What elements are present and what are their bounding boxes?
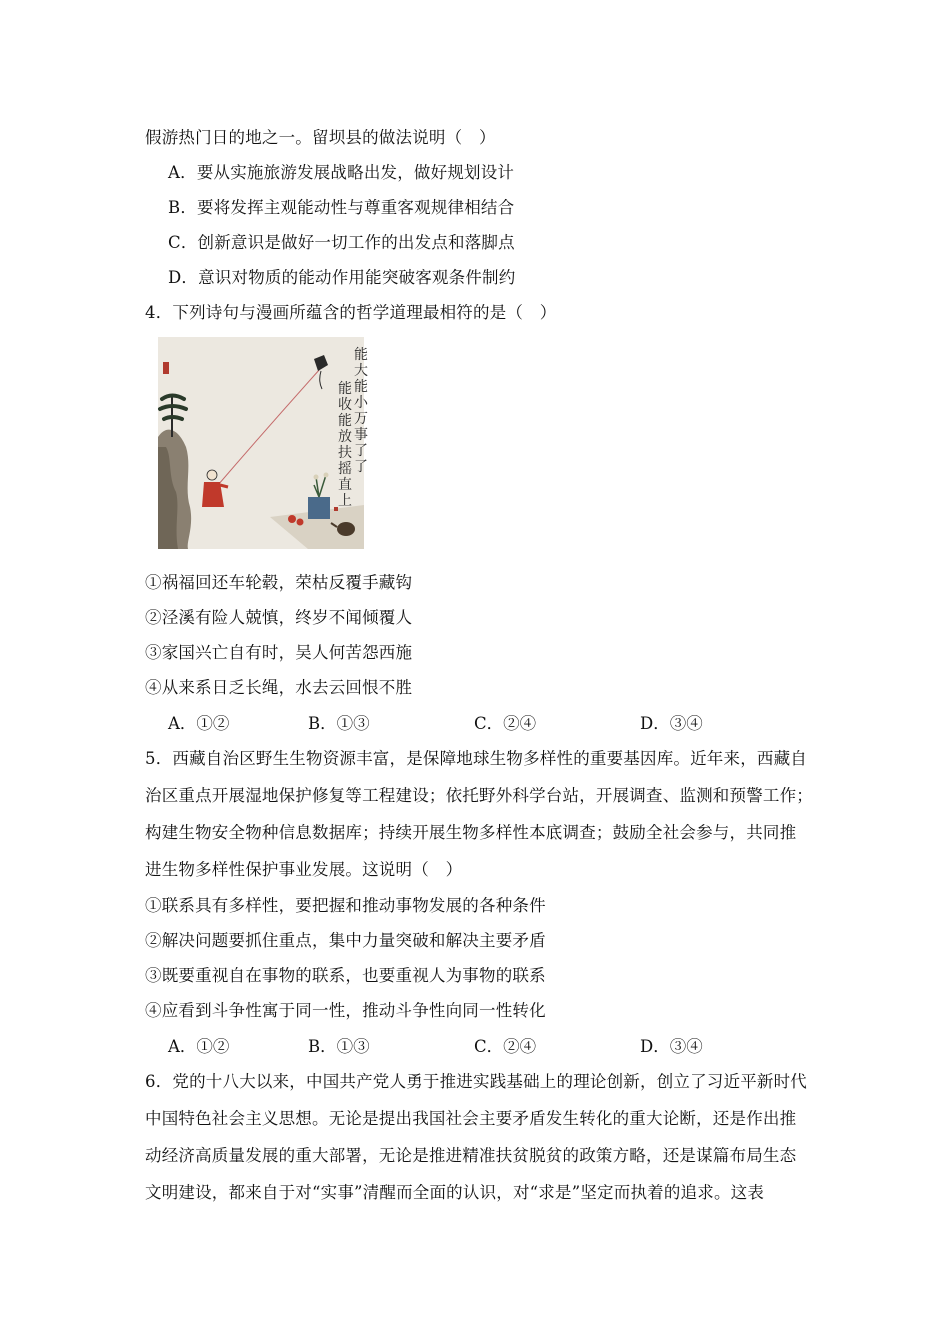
q5-options-row — [168, 1036, 768, 1058]
q3-option-b: B．要将发挥主观能动性与尊重客观规律相结合 — [168, 198, 515, 217]
inscription-column-2: 能收能放扶摇直上 — [338, 381, 352, 509]
q6-stem-line-3: 动经济高质量发展的重大部署，无论是推进精准扶贫脱贫的政策方略，还是谋篇布局生态 — [145, 1146, 797, 1165]
q3-option-a: A．要从实施旅游发展战略出发，做好规划设计 — [168, 163, 515, 182]
q5-option-d: D．③④ — [640, 1037, 703, 1056]
q4-statement-3: ③家国兴亡自有时，吴人何苦怨西施 — [145, 643, 413, 662]
q5-stem-line-1: 5．西藏自治区野生生物资源丰富，是保障地球生物多样性的重要基因库。近年来，西藏自 — [145, 749, 807, 768]
inscription-column-1: 能大能小万事了了 — [354, 347, 368, 475]
q5-statement-3: ③既要重视自在事物的联系，也要重视人为事物的联系 — [145, 966, 546, 985]
q4-option-a: A．①② — [168, 714, 230, 733]
q5-stem-line-4: 进生物多样性保护事业发展。这说明（ ） — [145, 860, 463, 879]
q5-statement-2: ②解决问题要抓住重点，集中力量突破和解决主要矛盾 — [145, 931, 546, 950]
q6-stem-line-2: 中国特色社会主义思想。无论是提出我国社会主要矛盾发生转化的重大论断，还是作出推 — [145, 1109, 797, 1128]
q4-option-b: B．①③ — [308, 714, 370, 733]
q6-stem-line-4: 文明建设，都来自于对“实事”清醒而全面的认识，对“求是”坚定而执着的追求。这表 — [145, 1183, 765, 1202]
kite-cartoon-figure — [158, 337, 368, 549]
q4-option-c: C．②④ — [474, 714, 537, 733]
q3-option-d: D．意识对物质的能动作用能突破客观条件制约 — [168, 268, 516, 287]
q4-statement-2: ②泾溪有险人兢慎，终岁不闻倾覆人 — [145, 608, 413, 627]
q5-option-c: C．②④ — [474, 1037, 537, 1056]
question-3-stem-end: 假游热门日的地之一。留坝县的做法说明（ ） — [145, 128, 496, 147]
kite-cartoon-drawing — [158, 337, 368, 549]
q4-options-row — [168, 713, 768, 735]
q5-option-a: A．①② — [168, 1037, 230, 1056]
q5-statement-1: ①联系具有多样性，要把握和推动事物发展的各种条件 — [145, 896, 546, 915]
q4-statement-4: ④从来系日乏长绳，水去云回恨不胜 — [145, 678, 413, 697]
question-4-stem: 4．下列诗句与漫画所蕴含的哲学道理最相符的是（ ） — [145, 303, 557, 322]
q5-option-b: B．①③ — [308, 1037, 370, 1056]
q4-statement-1: ①祸福回还车轮毂，荣枯反覆手藏钩 — [145, 573, 413, 592]
q5-stem-line-2: 治区重点开展湿地保护修复等工程建设；依托野外科学台站，开展调查、监测和预警工作； — [145, 786, 813, 805]
q4-option-d: D．③④ — [640, 714, 703, 733]
seal-mark — [163, 362, 169, 374]
q3-option-c: C．创新意识是做好一切工作的出发点和落脚点 — [168, 233, 515, 252]
q5-stem-line-3: 构建生物安全物种信息数据库；持续开展生物多样性本底调查；鼓励全社会参与，共同推 — [145, 823, 797, 842]
q6-stem-line-1: 6．党的十八大以来，中国共产党人勇于推进实践基础上的理论创新，创立了习近平新时代 — [145, 1072, 807, 1091]
q5-statement-4: ④应看到斗争性寓于同一性，推动斗争性向同一性转化 — [145, 1001, 546, 1020]
